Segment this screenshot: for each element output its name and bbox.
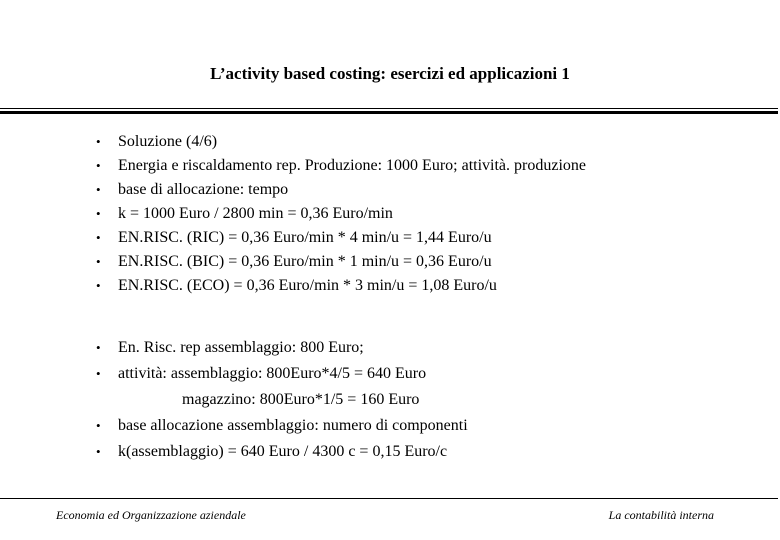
title-divider-thin bbox=[0, 108, 778, 109]
bullet-icon: • bbox=[96, 278, 101, 293]
slide-title: L’activity based costing: esercizi ed applicazioni 1 bbox=[210, 64, 570, 83]
title-divider-thick bbox=[0, 111, 778, 114]
slide: L’activity based costing: esercizi ed applicazioni 1 • Soluzione (4/6) • Energia e riscaldamento rep. Produzione: 1000 Euro; attività. produzione • base di allocazione: tempo • k = 1000 Euro / 2800 min = 0,36 Euro/min • EN.RISC. (RIC) = 0,36 Euro/min * 4 min/u = 1,44 Euro/u • EN.RISC. (BIC) = 0,36 Euro/min * 1 min/u = 0,36 Euro/u • EN.RISC. (ECO) = 0,36 Euro/min * 3 min/u = 1,08 Euro/u • En. Risc. rep assemblaggio: 800 Euro; • attività: assemblaggio: 800Euro*4/5 = 640 Euro magazzino: 800Euro*1/5 = 160 Euro • base allocazione assemblaggio: numero di componenti • k(assemblaggio) = 640 Euro / 4300 c = 0,15 Euro/c Economia ed Organizzazione aziendale La contabilità interna bbox=[0, 0, 780, 540]
bullet-icon: • bbox=[96, 254, 101, 269]
bullet-icon: • bbox=[96, 158, 101, 173]
bullet-icon: • bbox=[96, 206, 101, 221]
footer-divider bbox=[0, 498, 778, 499]
bullet-icon: • bbox=[96, 444, 101, 459]
bullet-icon: • bbox=[96, 340, 101, 355]
bullet-icon: • bbox=[96, 182, 101, 197]
bullet-icon: • bbox=[96, 418, 101, 433]
footer-right: La contabilità interna bbox=[608, 508, 714, 522]
bullet-icon: • bbox=[96, 230, 101, 245]
bullet-icon: • bbox=[96, 134, 101, 149]
footer-left: Economia ed Organizzazione aziendale bbox=[56, 508, 246, 522]
bullet-icon: • bbox=[96, 366, 101, 381]
